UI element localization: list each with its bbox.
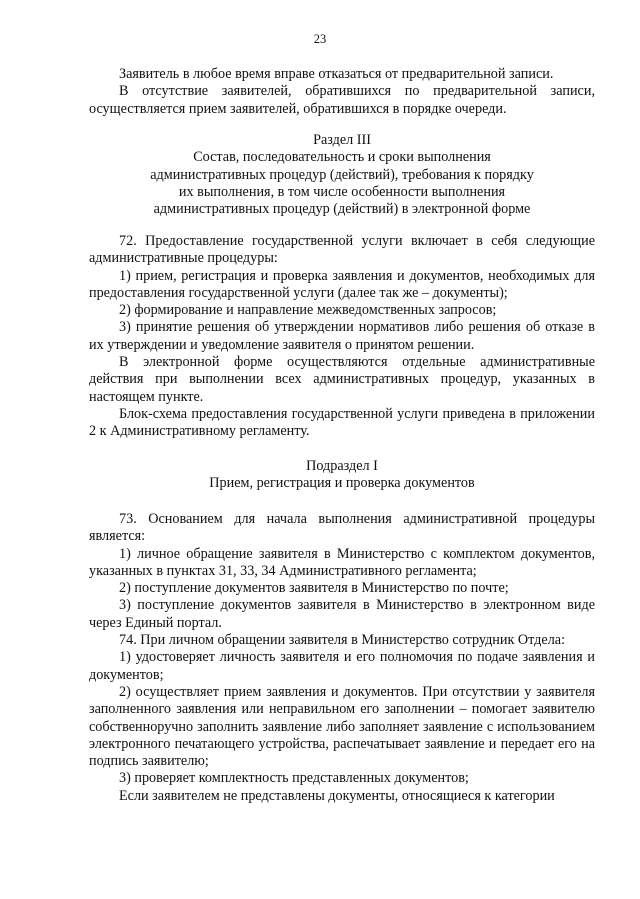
section-title-line: административных процедур (действий) в электронной форме <box>153 201 531 218</box>
paragraph: 3) принятие решения об утверждении нормативов либо решения об отказе в их утверждении и уведомление заявителя о принятом решении. <box>89 319 595 353</box>
section-title-line: административных процедур (действий), требования к порядку <box>150 166 534 183</box>
paragraph: В электронной форме осуществляются отдельные административные действия при выполнении всех административных процедур, указанных в настоящем пункте. <box>89 354 595 405</box>
paragraph: 2) формирование и направление межведомственных запросов; <box>119 302 497 319</box>
paragraph: 3) поступление документов заявителя в Министерство в электронном виде через Единый портал. <box>89 597 595 631</box>
section-title-line: Состав, последовательность и сроки выполнения <box>193 149 491 166</box>
section-label: Раздел III <box>313 132 371 148</box>
paragraph: 1) удостоверяет личность заявителя и его полномочия по подаче заявления и документов; <box>89 649 595 683</box>
page-number: 23 <box>313 32 327 46</box>
subsection-body <box>89 511 595 805</box>
section-body <box>89 233 595 441</box>
section-heading <box>89 132 595 218</box>
paragraph: Заявитель в любое время вправе отказаться от предварительной записи. <box>119 66 554 82</box>
paragraph: 1) прием, регистрация и проверка заявления и документов, необходимых для предоставления государственной услуги (далее так же – документы); <box>89 267 595 301</box>
subsection-title: Прием, регистрация и проверка документов <box>209 475 475 492</box>
paragraph: 73. Основанием для начала выполнения административной процедуры является: <box>89 511 595 545</box>
paragraph: 74. При личном обращении заявителя в Министерство сотрудник Отдела: <box>119 632 566 649</box>
paragraph: 2) осуществляет прием заявления и документов. При отсутствии у заявителя заполненного заявления или неправильном его заполнении – помогает заявителю собственноручно заполнить заявление либо заполняет заявление с использованием электронного печатающего устройства, распечатывает заявление и передает его на подпись заявителю; <box>89 683 595 770</box>
subsection-heading <box>89 458 595 493</box>
paragraph: Если заявителем не представлены документы, относящиеся к категории <box>119 787 555 804</box>
paragraph: В отсутствие заявителей, обратившихся по предварительной записи, осуществляется прием заявителей, обратившихся в порядке очереди. <box>89 83 595 117</box>
paragraph: 72. Предоставление государственной услуги включает в себя следующие административные процедуры: <box>89 233 595 267</box>
section-title-line: их выполнения, в том числе особенности выполнения <box>178 183 506 200</box>
paragraph: 3) проверяет комплектность представленных документов; <box>119 770 469 787</box>
paragraph: 2) поступление документов заявителя в Министерство по почте; <box>119 580 509 597</box>
subsection-label: Подраздел I <box>306 458 378 474</box>
intro-block <box>89 66 595 118</box>
paragraph: 1) личное обращение заявителя в Министерство с комплектом документов, указанных в пунктах 31, 33, 34 Административного регламента; <box>89 545 595 579</box>
paragraph: Блок-схема предоставления государственной услуги приведена в приложении 2 к Административному регламенту. <box>89 405 595 440</box>
